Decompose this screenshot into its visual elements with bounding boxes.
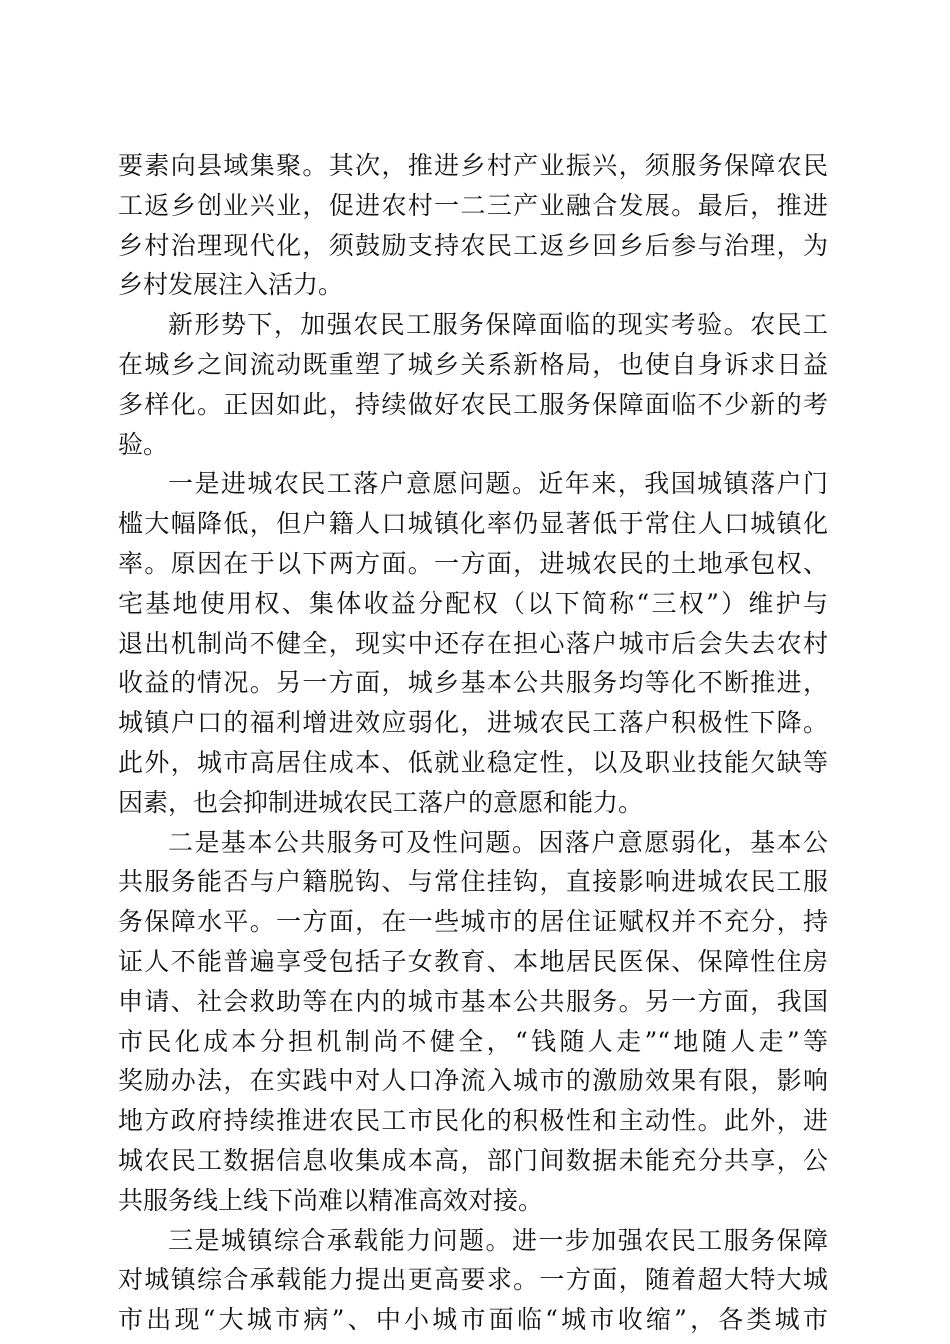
text-line: 城镇户口的福利增进效应弱化，进城农民工落户积极性下降。: [118, 708, 828, 738]
text-line: 要素向县域集聚。其次，推进乡村产业振兴，须服务保障农民: [118, 151, 828, 180]
text-line: 退出机制尚不健全，现实中还存在担心落户城市后会失去农村: [118, 628, 828, 658]
text-line: 工返乡创业兴业，促进农村一二三产业融合发展。最后，推进: [118, 190, 828, 220]
text-line: 城农民工数据信息收集成本高，部门间数据未能充分共享，公: [118, 1145, 828, 1175]
text-line: 二是基本公共服务可及性问题。因落户意愿弱化，基本公: [168, 827, 828, 857]
text-line: 在城乡之间流动既重塑了城乡关系新格局，也使自身诉求日益: [118, 349, 828, 379]
text-line: 地方政府持续推进农民工市民化的积极性和主动性。此外，进: [118, 1106, 828, 1136]
text-line: 市民化成本分担机制尚不健全，“钱随人走”“地随人走”等: [118, 1026, 828, 1056]
text-line: 乡村发展注入活力。: [118, 270, 344, 300]
text-line: 多样化。正因如此，持续做好农民工服务保障面临不少新的考: [118, 389, 828, 419]
text-line: 率。原因在于以下两方面。一方面，进城农民的土地承包权、: [118, 548, 828, 578]
text-line: 市出现“大城市病”、中小城市面临“城市收缩”，各类城市: [118, 1305, 828, 1335]
text-line: 槛大幅降低，但户籍人口城镇化率仍显著低于常住人口城镇化: [118, 509, 828, 539]
text-line: 收益的情况。另一方面，城乡基本公共服务均等化不断推进，: [118, 668, 828, 698]
text-line: 对城镇综合承载能力提出更高要求。一方面，随着超大特大城: [118, 1265, 828, 1295]
text-line: 乡村治理现代化，须鼓励支持农民工返乡回乡后参与治理，为: [118, 230, 828, 260]
text-line: 共服务能否与户籍脱钩、与常住挂钩，直接影响进城农民工服: [118, 867, 828, 897]
text-line: 共服务线上线下尚难以精准高效对接。: [118, 1185, 544, 1215]
text-line: 务保障水平。一方面，在一些城市的居住证赋权并不充分，持: [118, 907, 828, 937]
text-line: 一是进城农民工落户意愿问题。近年来，我国城镇落户门: [168, 469, 828, 499]
body-text: [118, 146, 828, 1340]
text-line: 验。: [118, 429, 169, 459]
text-line: 宅基地使用权、集体收益分配权（以下简称“三权”）维护与: [118, 588, 828, 618]
text-line: 证人不能普遍享受包括子女教育、本地居民医保、保障性住房: [118, 946, 828, 976]
text-line: 新形势下，加强农民工服务保障面临的现实考验。农民工: [168, 310, 828, 340]
text-line: 奖励办法，在实践中对人口净流入城市的激励效果有限，影响: [118, 1066, 828, 1096]
text-line: 因素，也会抑制进城农民工落户的意愿和能力。: [118, 787, 644, 817]
text-line: 申请、社会救助等在内的城市基本公共服务。另一方面，我国: [118, 986, 828, 1016]
text-line: 三是城镇综合承载能力问题。进一步加强农民工服务保障: [168, 1225, 828, 1255]
text-line: 此外，城市高居住成本、低就业稳定性，以及职业技能欠缺等: [118, 747, 828, 777]
